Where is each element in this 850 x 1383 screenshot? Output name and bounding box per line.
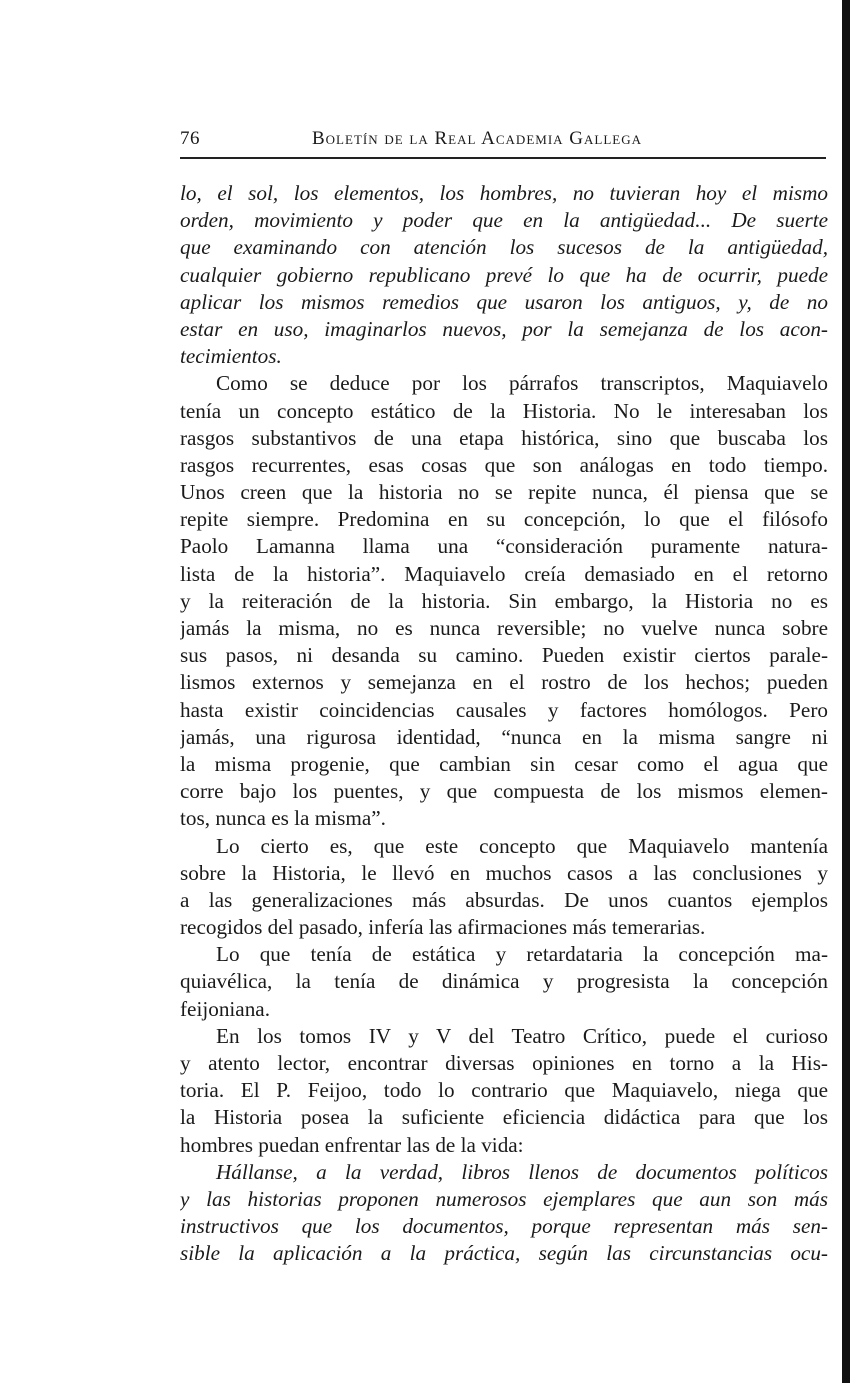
body-text <box>180 180 828 1268</box>
text-line: jamás la misma, no es nunca reversible; no vuelve nunca sobre <box>180 616 828 640</box>
text-line: rasgos substantivos de una etapa histórica, sino que buscaba los <box>180 425 828 450</box>
text-line: y la reiteración de la historia. Sin embargo, la Historia no es <box>180 588 828 613</box>
text-line: lo, el sol, los elementos, los hombres, no tuvieran hoy el mismo <box>180 181 828 205</box>
text-line: tecimientos. <box>180 344 282 369</box>
text-line: corre bajo los puentes, y que compuesta de los mismos elemen- <box>180 779 828 804</box>
header-rule <box>180 157 826 159</box>
text-line: En los tomos IV y V del Teatro Crítico, puede el curioso <box>216 1023 828 1048</box>
text-line: cualquier gobierno republicano prevé lo que ha de ocurrir, puede <box>180 262 828 287</box>
page-number: 76 <box>180 128 200 149</box>
text-line: Paolo Lamanna llama una “consideración puramente natura- <box>180 534 828 559</box>
text-line: repite siempre. Predomina en su concepción, lo que el filósofo <box>180 507 828 532</box>
text-line: sible la aplicación a la práctica, según las circunstancias ocu- <box>180 1241 828 1266</box>
text-line: tenía un concepto estático de la Historia. No le interesaban los <box>180 398 828 423</box>
text-line: aplicar los mismos remedios que usaron los antiguos, y, de no <box>180 289 828 314</box>
text-line: Lo cierto es, que este concepto que Maquiavelo mantenía <box>216 833 828 858</box>
text-line: sus pasos, ni desanda su camino. Pueden existir ciertos parale- <box>180 643 828 668</box>
text-line: Lo que tenía de estática y retardataria la concepción ma- <box>216 942 828 967</box>
text-line: jamás, una rigurosa identidad, “nunca en la misma sangre ni <box>180 724 828 749</box>
text-line: Hállanse, a la verdad, libros llenos de documentos políticos <box>216 1159 828 1184</box>
text-line: y las historias proponen numerosos ejemplares que aun son más <box>180 1186 828 1211</box>
text-line: orden, movimiento y poder que en la antigüedad... De suerte <box>180 208 828 233</box>
text-line: instructivos que los documentos, porque representan más sen- <box>180 1214 828 1239</box>
text-line: la Historia posea la suficiente eficiencia didáctica para que los <box>180 1105 828 1130</box>
text-line: la misma progenie, que cambian sin cesar como el agua que <box>180 751 828 776</box>
text-line: Unos creen que la historia no se repite nunca, él piensa que se <box>180 480 828 505</box>
text-line: tos, nunca es la misma”. <box>180 806 386 831</box>
text-line: y atento lector, encontrar diversas opiniones en torno a la His- <box>180 1051 828 1075</box>
text-line: rasgos recurrentes, esas cosas que son análogas en todo tiempo. <box>180 452 828 477</box>
text-line: que examinando con atención los sucesos de la antigüedad, <box>180 235 828 260</box>
text-line: estar en uso, imaginarlos nuevos, por la semejanza de los acon- <box>180 316 828 341</box>
text-line: toria. El P. Feijoo, todo lo contrario que Maquiavelo, niega que <box>180 1078 828 1103</box>
running-title: Boletín de la Real Academia Gallega <box>312 128 642 149</box>
text-line: lismos externos y semejanza en el rostro de los hechos; pueden <box>180 670 828 695</box>
text-line: quiavélica, la tenía de dinámica y progresista la concepción <box>180 969 828 994</box>
text-line: recogidos del pasado, infería las afirmaciones más temerarias. <box>180 915 706 940</box>
text-line: hombres puedan enfrentar las de la vida: <box>180 1132 524 1157</box>
page-header <box>180 128 825 156</box>
text-line: Como se deduce por los párrafos transcriptos, Maquiavelo <box>216 371 828 396</box>
text-line: hasta existir coincidencias causales y factores homólogos. Pero <box>180 697 828 722</box>
text-line: feijoniana. <box>180 996 271 1021</box>
text-line: lista de la historia”. Maquiavelo creía demasiado en el retorno <box>180 561 828 586</box>
text-line: a las generalizaciones más absurdas. De unos cuantos ejemplos <box>180 887 828 912</box>
text-line: sobre la Historia, le llevó en muchos casos a las conclusiones y <box>180 860 828 885</box>
page-edge-shadow <box>842 0 850 1383</box>
